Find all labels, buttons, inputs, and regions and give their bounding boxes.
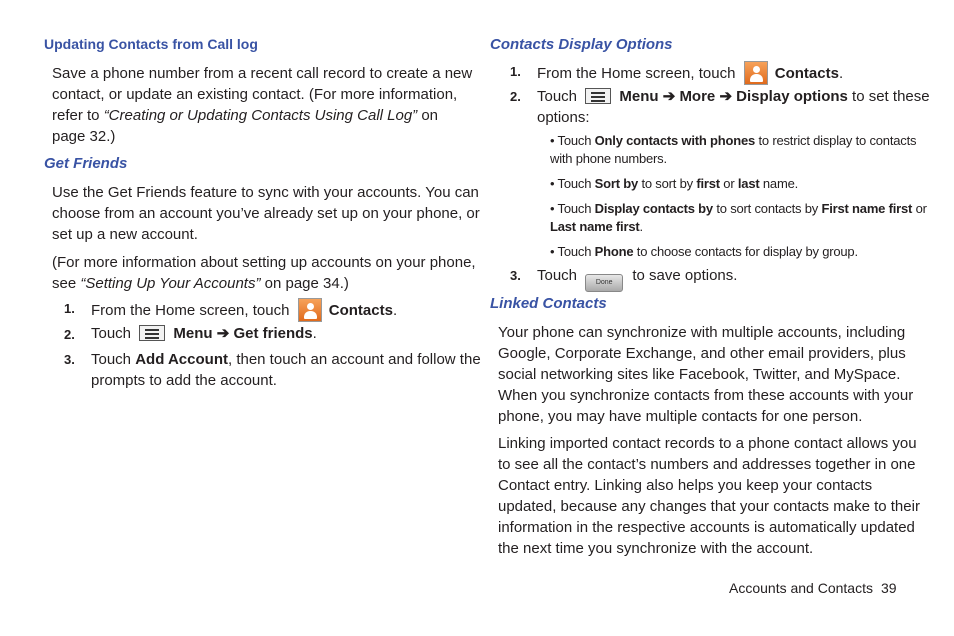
step-bold: Contacts (328, 302, 393, 319)
step-3 (537, 265, 737, 292)
option-name: Sort by (594, 176, 639, 191)
text-line: Save a phone number from a recent call record to create a new (52, 65, 473, 82)
step-bold: Menu ➔ More ➔ Display options (619, 88, 848, 105)
step-text: options: (537, 109, 590, 126)
option-value: First name first (821, 201, 913, 216)
text-line: Use the Get Friends feature to sync with your accounts. You can (52, 184, 479, 201)
text-line: to see all the contact’s numbers and addresses together in one (498, 456, 916, 473)
text: to choose contacts for display by group. (633, 244, 858, 259)
step-number: 1. (510, 64, 521, 79)
contacts-icon (298, 298, 322, 322)
text: to sort contacts by (712, 201, 822, 216)
step-text: From the Home screen, touch (537, 65, 736, 82)
heading-get-friends: Get Friends (44, 155, 128, 172)
text-line: (For more information about setting up accounts on your phone, (52, 254, 476, 271)
heading-linked-contacts: Linked Contacts (490, 295, 607, 312)
link-reference: “Setting Up Your Accounts” (80, 275, 261, 292)
text-line: the next time you synchronize with the account. (498, 540, 814, 557)
step-text: Touch (91, 351, 136, 368)
step-number: 1. (64, 301, 75, 316)
bullet-only-contacts-with-phones (550, 132, 916, 168)
text: on page 34.) (260, 275, 349, 292)
paragraph-more-info (52, 252, 476, 294)
text-line: Google, Corporate Exchange, and other email providers, plus (498, 345, 906, 362)
step-3 (91, 349, 481, 391)
text-line: page 32.) (52, 128, 116, 145)
text-line: When you synchronize contacts from these accounts with your (498, 387, 914, 404)
step-2 (537, 86, 930, 128)
text: or (912, 201, 927, 216)
step-text: to set these (847, 88, 930, 105)
step-text: . (312, 325, 317, 342)
text-line: choose from an account you’ve already set up on your phone, or (52, 205, 480, 222)
text: to restrict display to contacts (755, 133, 917, 148)
step-number: 3. (510, 268, 521, 283)
text-line (52, 273, 476, 294)
bullet-display-contacts-by (550, 200, 927, 236)
option-name: Only contacts with phones (594, 133, 756, 148)
text: . (639, 219, 643, 234)
step-text: to save options. (632, 267, 738, 284)
step-bold: Menu ➔ Get friends (173, 325, 313, 342)
text-line: information in the respective accounts is automatically updated (498, 519, 915, 536)
footer-section-title: Accounts and Contacts (729, 580, 873, 596)
step-bold: Add Account (135, 351, 228, 368)
text-line: Your phone can synchronize with multiple accounts, including (498, 324, 906, 341)
text-line: Linking imported contact records to a phone contact allows you (498, 435, 917, 452)
heading-updating-contacts: Updating Contacts from Call log (44, 36, 258, 52)
text: name. (759, 176, 799, 191)
text: on (417, 107, 439, 124)
step-text: Touch (537, 267, 578, 284)
text-line (52, 105, 472, 126)
page-number: 39 (881, 580, 897, 596)
paragraph-call-log (52, 63, 472, 147)
option-value: Last name first (550, 219, 640, 234)
text-line: contact, or update an existing contact. (For more information, (52, 86, 458, 103)
text: • Touch (550, 244, 595, 259)
text-line: Contact entry. Linking also helps you keep your contacts (498, 477, 873, 494)
bullet-phone (550, 243, 858, 261)
step-1 (537, 61, 843, 85)
step-1 (91, 298, 397, 322)
heading-contacts-display-options: Contacts Display Options (490, 36, 673, 53)
step-number: 2. (510, 89, 521, 104)
option-name: Phone (594, 244, 634, 259)
menu-icon (139, 325, 165, 341)
step-2 (91, 323, 317, 344)
text: refer to (52, 107, 104, 124)
step-text: . (838, 65, 844, 82)
text: • Touch (550, 133, 595, 148)
text: • Touch (550, 176, 595, 191)
step-text: From the Home screen, touch (91, 302, 290, 319)
step-bold: Contacts (774, 65, 839, 82)
text-line: set up a new account. (52, 226, 198, 243)
option-value: first (696, 176, 720, 191)
step-number: 2. (64, 327, 75, 342)
done-button: Done (585, 274, 623, 292)
option-name: Display contacts by (594, 201, 713, 216)
paragraph-linked-contacts-2 (498, 433, 920, 559)
step-text: . (392, 302, 398, 319)
paragraph-get-friends (52, 182, 480, 245)
paragraph-linked-contacts-1 (498, 322, 913, 427)
link-reference: “Creating or Updating Contacts Using Call Log” (103, 107, 418, 124)
step-text: Touch (537, 88, 578, 105)
text: with phone numbers. (550, 151, 667, 166)
text-line: phone, you may have multiple contacts for one person. (498, 408, 863, 425)
step-text: , then touch an account and follow the (227, 351, 481, 368)
text-line: social networking sites like Facebook, Twitter, and MySpace. (498, 366, 901, 383)
text: • Touch (550, 201, 595, 216)
step-text: Touch (91, 325, 132, 342)
text-line: updated, because any changes that your contacts make to their (498, 498, 920, 515)
step-number: 3. (64, 352, 75, 367)
text: to sort by (638, 176, 697, 191)
option-value: last (737, 176, 760, 191)
bullet-sort-by (550, 175, 798, 193)
text: see (52, 275, 81, 292)
contacts-icon (744, 61, 768, 85)
step-text: prompts to add the account. (91, 372, 277, 389)
menu-icon (585, 88, 611, 104)
text: or (719, 176, 738, 191)
